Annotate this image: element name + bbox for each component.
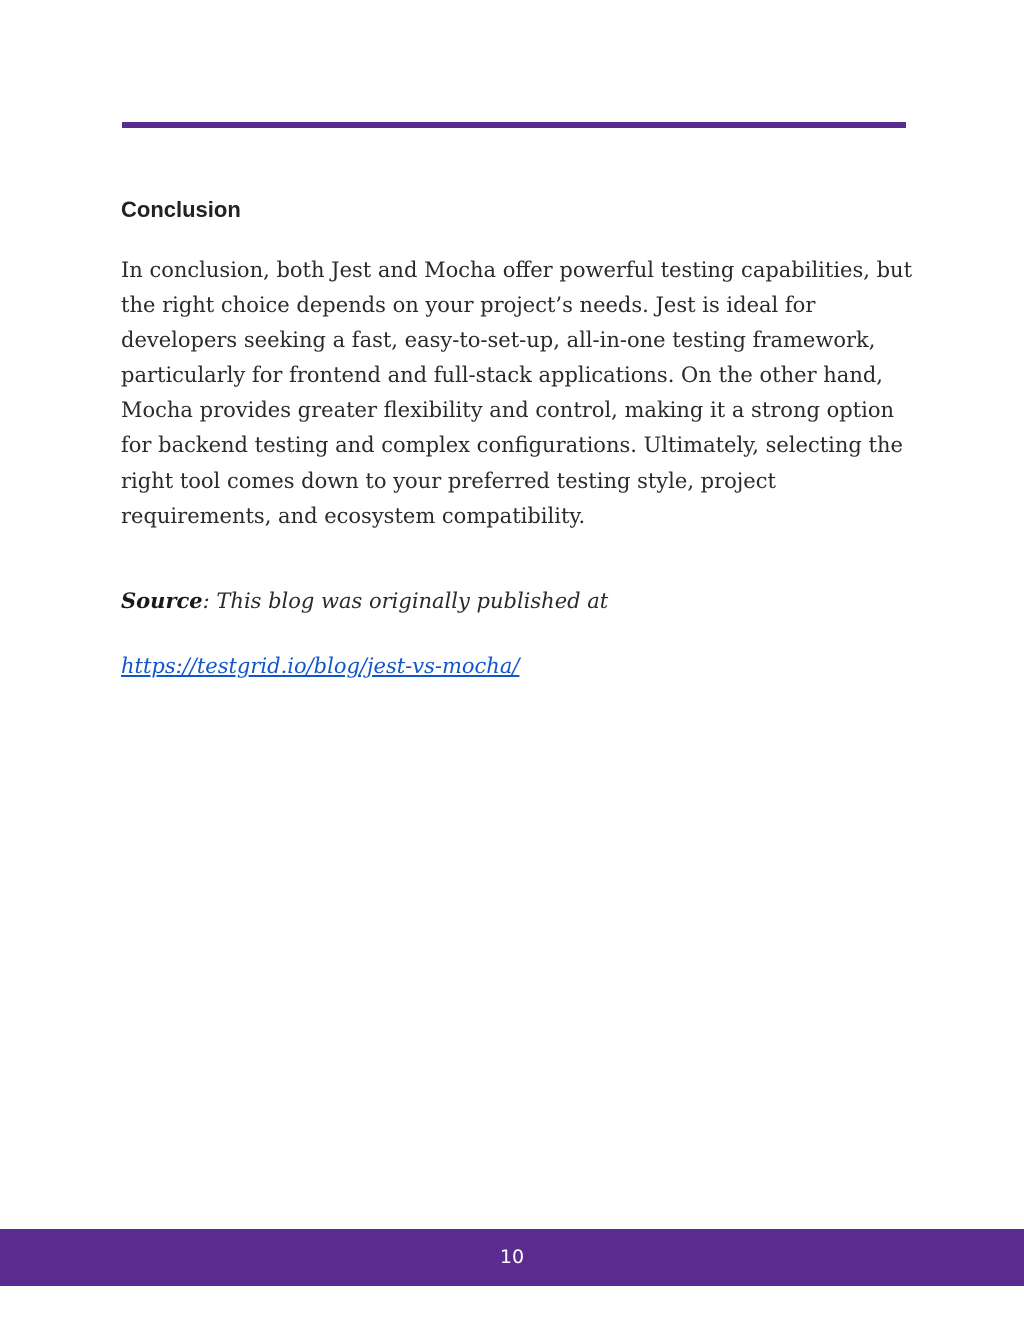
source-line <box>121 585 608 617</box>
conclusion-paragraph: In conclusion, both Jest and Mocha offer powerful testing capabilities, but the right choice depends on your project’s needs. Jest is ideal for developers seeking a fast, easy-to-set-up, all-in-one testing framework, particularly for frontend and full-stack applications. On the other hand, Mocha provides greater flexibility and control, making it a strong option for backend testing and complex configurations. Ultimately, selecting the right tool comes down to your preferred testing style, project requirements, and ecosystem compatibility. <box>121 258 913 528</box>
source-link[interactable]: https://testgrid.io/blog/jest-vs-mocha/ <box>121 654 520 678</box>
source-text: : This blog was originally published at <box>202 589 609 613</box>
header-divider <box>122 122 906 128</box>
page-number: 10 <box>499 1246 525 1268</box>
section-heading: Conclusion <box>121 197 241 222</box>
source-label: Source <box>121 588 203 613</box>
